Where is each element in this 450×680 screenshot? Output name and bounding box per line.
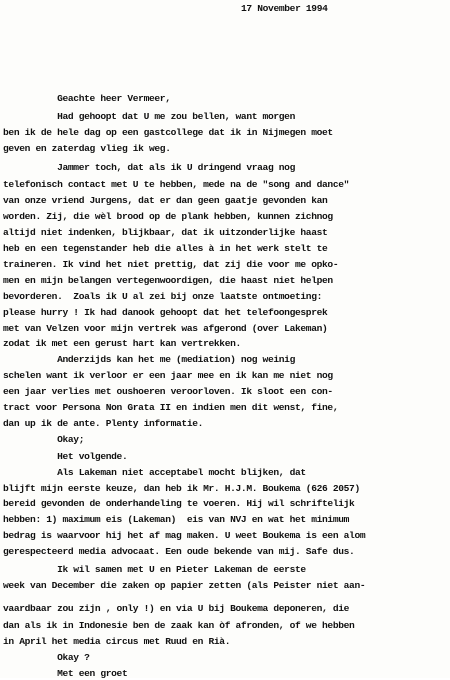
letter-line: Okay ? xyxy=(3,652,90,663)
letter-line: blijft mijn eerste keuze, dan heb ik Mr. H.J.M. Boukema (626 2057) xyxy=(3,483,360,494)
letter-line: Met een groet xyxy=(3,668,128,679)
letter-line: Had gehoopt dat U me zou bellen, want morgen xyxy=(3,111,295,122)
letter-line: Ik wil samen met U en Pieter Lakeman de eerste xyxy=(3,564,306,575)
letter-line: Anderzijds kan het me (mediation) nog weinig xyxy=(3,354,295,365)
letter-line: men en mijn belangen vertegenwoordigen, die haast niet helpen xyxy=(3,275,333,286)
letter-line: geven en zaterdag vlieg ik weg. xyxy=(3,143,171,154)
letter-line: met van Velzen voor mijn vertrek was afgerond (over Lakeman) xyxy=(3,323,328,334)
letter-line: bedrag is waarvoor hij het af mag maken. U weet Boukema is een alom xyxy=(3,530,366,541)
letter-line: bereid gevonden de onderhandeling te voeren. Hij wil schriftelijk xyxy=(3,498,355,509)
letter-line: Het volgende. xyxy=(3,451,128,462)
letter-line: bevorderen. Zoals ik U al zei bij onze laatste ontmoeting: xyxy=(3,291,323,302)
letter-line: hebben: 1) maximum eis (Lakeman) eis van NVJ en wat het minimum xyxy=(3,514,350,525)
letter-line: worden. Zij, die wèl brood op de plank hebben, kunnen zichnog xyxy=(3,211,333,222)
letter-line: gerespecteerd media advocaat. Een oude bekende van mij. Safe dus. xyxy=(3,546,355,557)
letter-line: Okay; xyxy=(3,434,85,445)
letter-line: dan als ik in Indonesie ben de zaak kan òf afronden, of we hebben xyxy=(3,620,355,631)
letter-line: Jammer toch, dat als ik U dringend vraag nog xyxy=(3,162,295,173)
letter-line: ben ik de hele dag op een gastcollege dat ik in Nijmegen moet xyxy=(3,127,333,138)
letter-line: van onze vriend Jurgens, dat er dan geen gaatje gevonden kan xyxy=(3,195,328,206)
letter-line: in April het media circus met Ruud en Rià. xyxy=(3,636,231,647)
letter-line: heb en een tegenstander heb die alles à in het werk stelt te xyxy=(3,243,328,254)
letter-line: telefonisch contact met U te hebben, mede na de "song and dance" xyxy=(3,179,350,190)
letter-line: vaardbaar zou zijn , only !) en via U bij Boukema deponeren, die xyxy=(3,603,350,614)
letter-line: Als Lakeman niet acceptabel mocht blijken, dat xyxy=(3,467,306,478)
letter-line: altijd niet indenken, blijkbaar, dat ik uitzonderlijke haast xyxy=(3,227,328,238)
letter-line: een jaar verlies met oushoeren veroorloven. Ik sloot een con- xyxy=(3,386,333,397)
letter-line: dan up ik de ante. Plenty informatie. xyxy=(3,418,204,429)
letter-line: week van December die zaken op papier zetten (als Peister niet aan- xyxy=(3,580,366,591)
letter-date: 17 November 1994 xyxy=(241,3,328,14)
letter-line: Geachte heer Vermeer, xyxy=(3,93,171,104)
letter-line: schelen want ik verloor er een jaar mee en ik kan me niet nog xyxy=(3,370,333,381)
letter-line: zodat ik met een gerust hart kan vertrekken. xyxy=(3,338,241,349)
letter-line: traineren. Ik vind het niet prettig, dat zij die voor me opko- xyxy=(3,259,339,270)
letter-line: tract voor Persona Non Grata II en indien men dit wenst, fine, xyxy=(3,402,339,413)
letter-line: please hurry ! Ik had danook gehoopt dat het telefoongesprek xyxy=(3,307,328,318)
